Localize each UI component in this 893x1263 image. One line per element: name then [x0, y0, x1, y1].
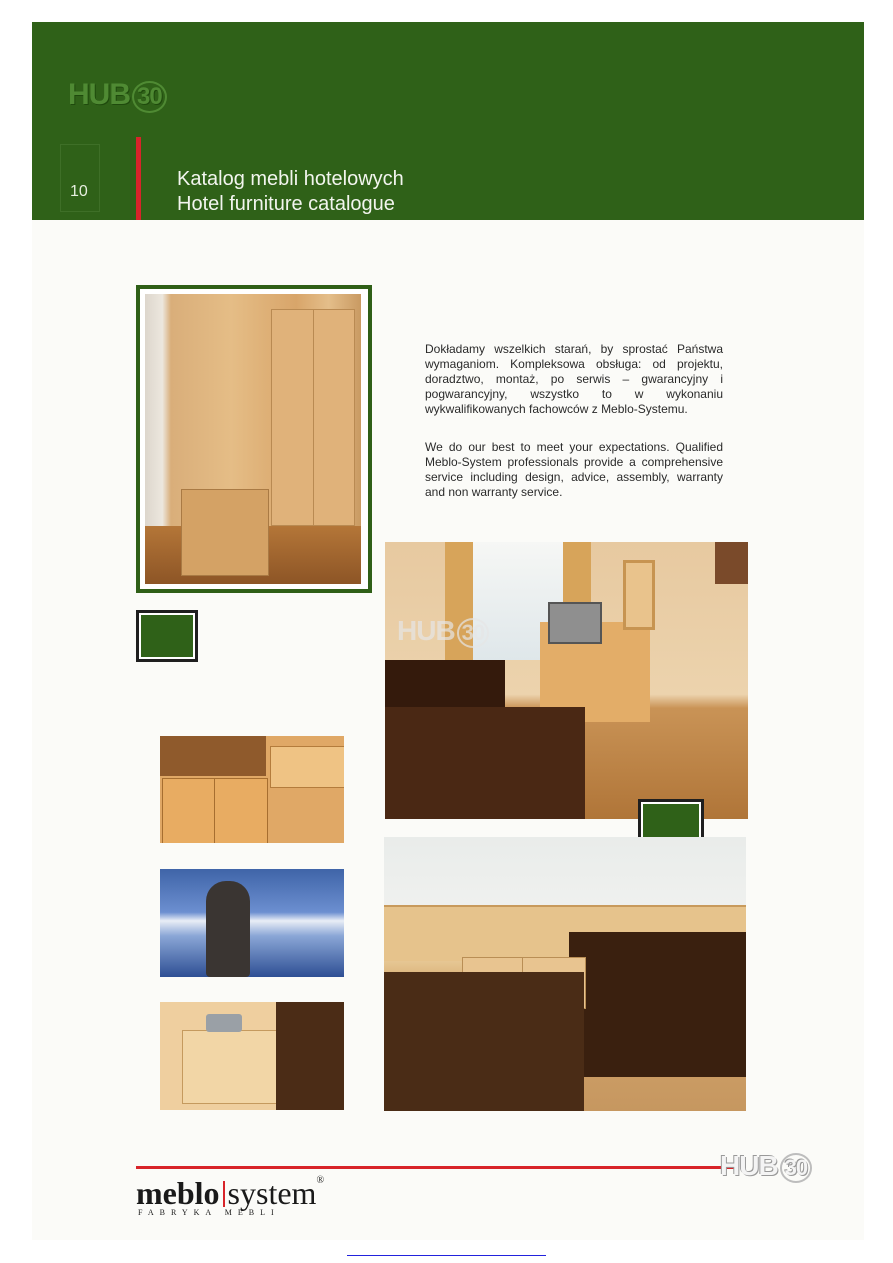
nightstand-detail-photo [160, 1002, 344, 1110]
bed-right [569, 932, 746, 1077]
wardrobe-door-left [271, 309, 315, 526]
hotel-room-photo-1 [385, 542, 748, 819]
wall-mirror [623, 560, 655, 630]
cabinet-shelf [160, 736, 266, 776]
page-number: 10 [70, 183, 88, 200]
cabinet-drawer [270, 746, 344, 788]
bed-front [385, 707, 585, 819]
bed-edge [276, 1002, 344, 1110]
businessman-figure [206, 881, 250, 977]
green-square-left [136, 610, 198, 662]
hall-bench [181, 489, 269, 576]
title-polish: Katalog mebli hotelowych [177, 168, 404, 190]
catalogue-page [32, 22, 864, 1240]
television [548, 602, 602, 644]
hub30-logo-footer: HUB 30 [720, 1150, 812, 1183]
hotel-room-photo-2 [384, 837, 746, 1111]
helicopter-photo [160, 869, 344, 977]
telephone [206, 1014, 242, 1032]
cabinet-door-left [162, 778, 216, 843]
hub30-logo: HUB 30 [68, 78, 167, 113]
wardrobe-photo [145, 294, 361, 584]
bottom-link-underline [347, 1255, 546, 1256]
red-accent-bar [136, 137, 141, 220]
description-polish: Dokładamy wszelkich starań, by sprostać Państwa wymaganiom. Kompleksowa obsługa: od projektu, doradztwo, montaż, po serwis – gwarancyjny i pogwarancyjny, wszystko to w wykonaniu wykwalifikowanych fachowców z Meblo-Systemu. [425, 342, 723, 416]
meblo-system-logo: meblo system® [136, 1175, 325, 1211]
brand-subtitle: FABRYKA MEBLI [138, 1208, 280, 1217]
page-number-box [60, 144, 100, 212]
cabinet-detail-photo [160, 736, 344, 843]
cabinet-door-right [214, 778, 268, 843]
wall-painting [715, 542, 748, 584]
hub30-watermark: HUB 30 [397, 615, 489, 648]
description-english: We do our best to meet your expectations. Qualified Meblo-System professionals provide a comprehensive service including design, advice, assembly, warranty and non warranty service. [425, 440, 723, 499]
wardrobe-door-right [313, 309, 355, 526]
curtain-left [445, 542, 473, 672]
bed-left [384, 972, 584, 1111]
title-english: Hotel furniture catalogue [177, 193, 395, 215]
footer-red-line [136, 1166, 736, 1169]
page-title [177, 167, 404, 217]
header-band [32, 22, 864, 220]
